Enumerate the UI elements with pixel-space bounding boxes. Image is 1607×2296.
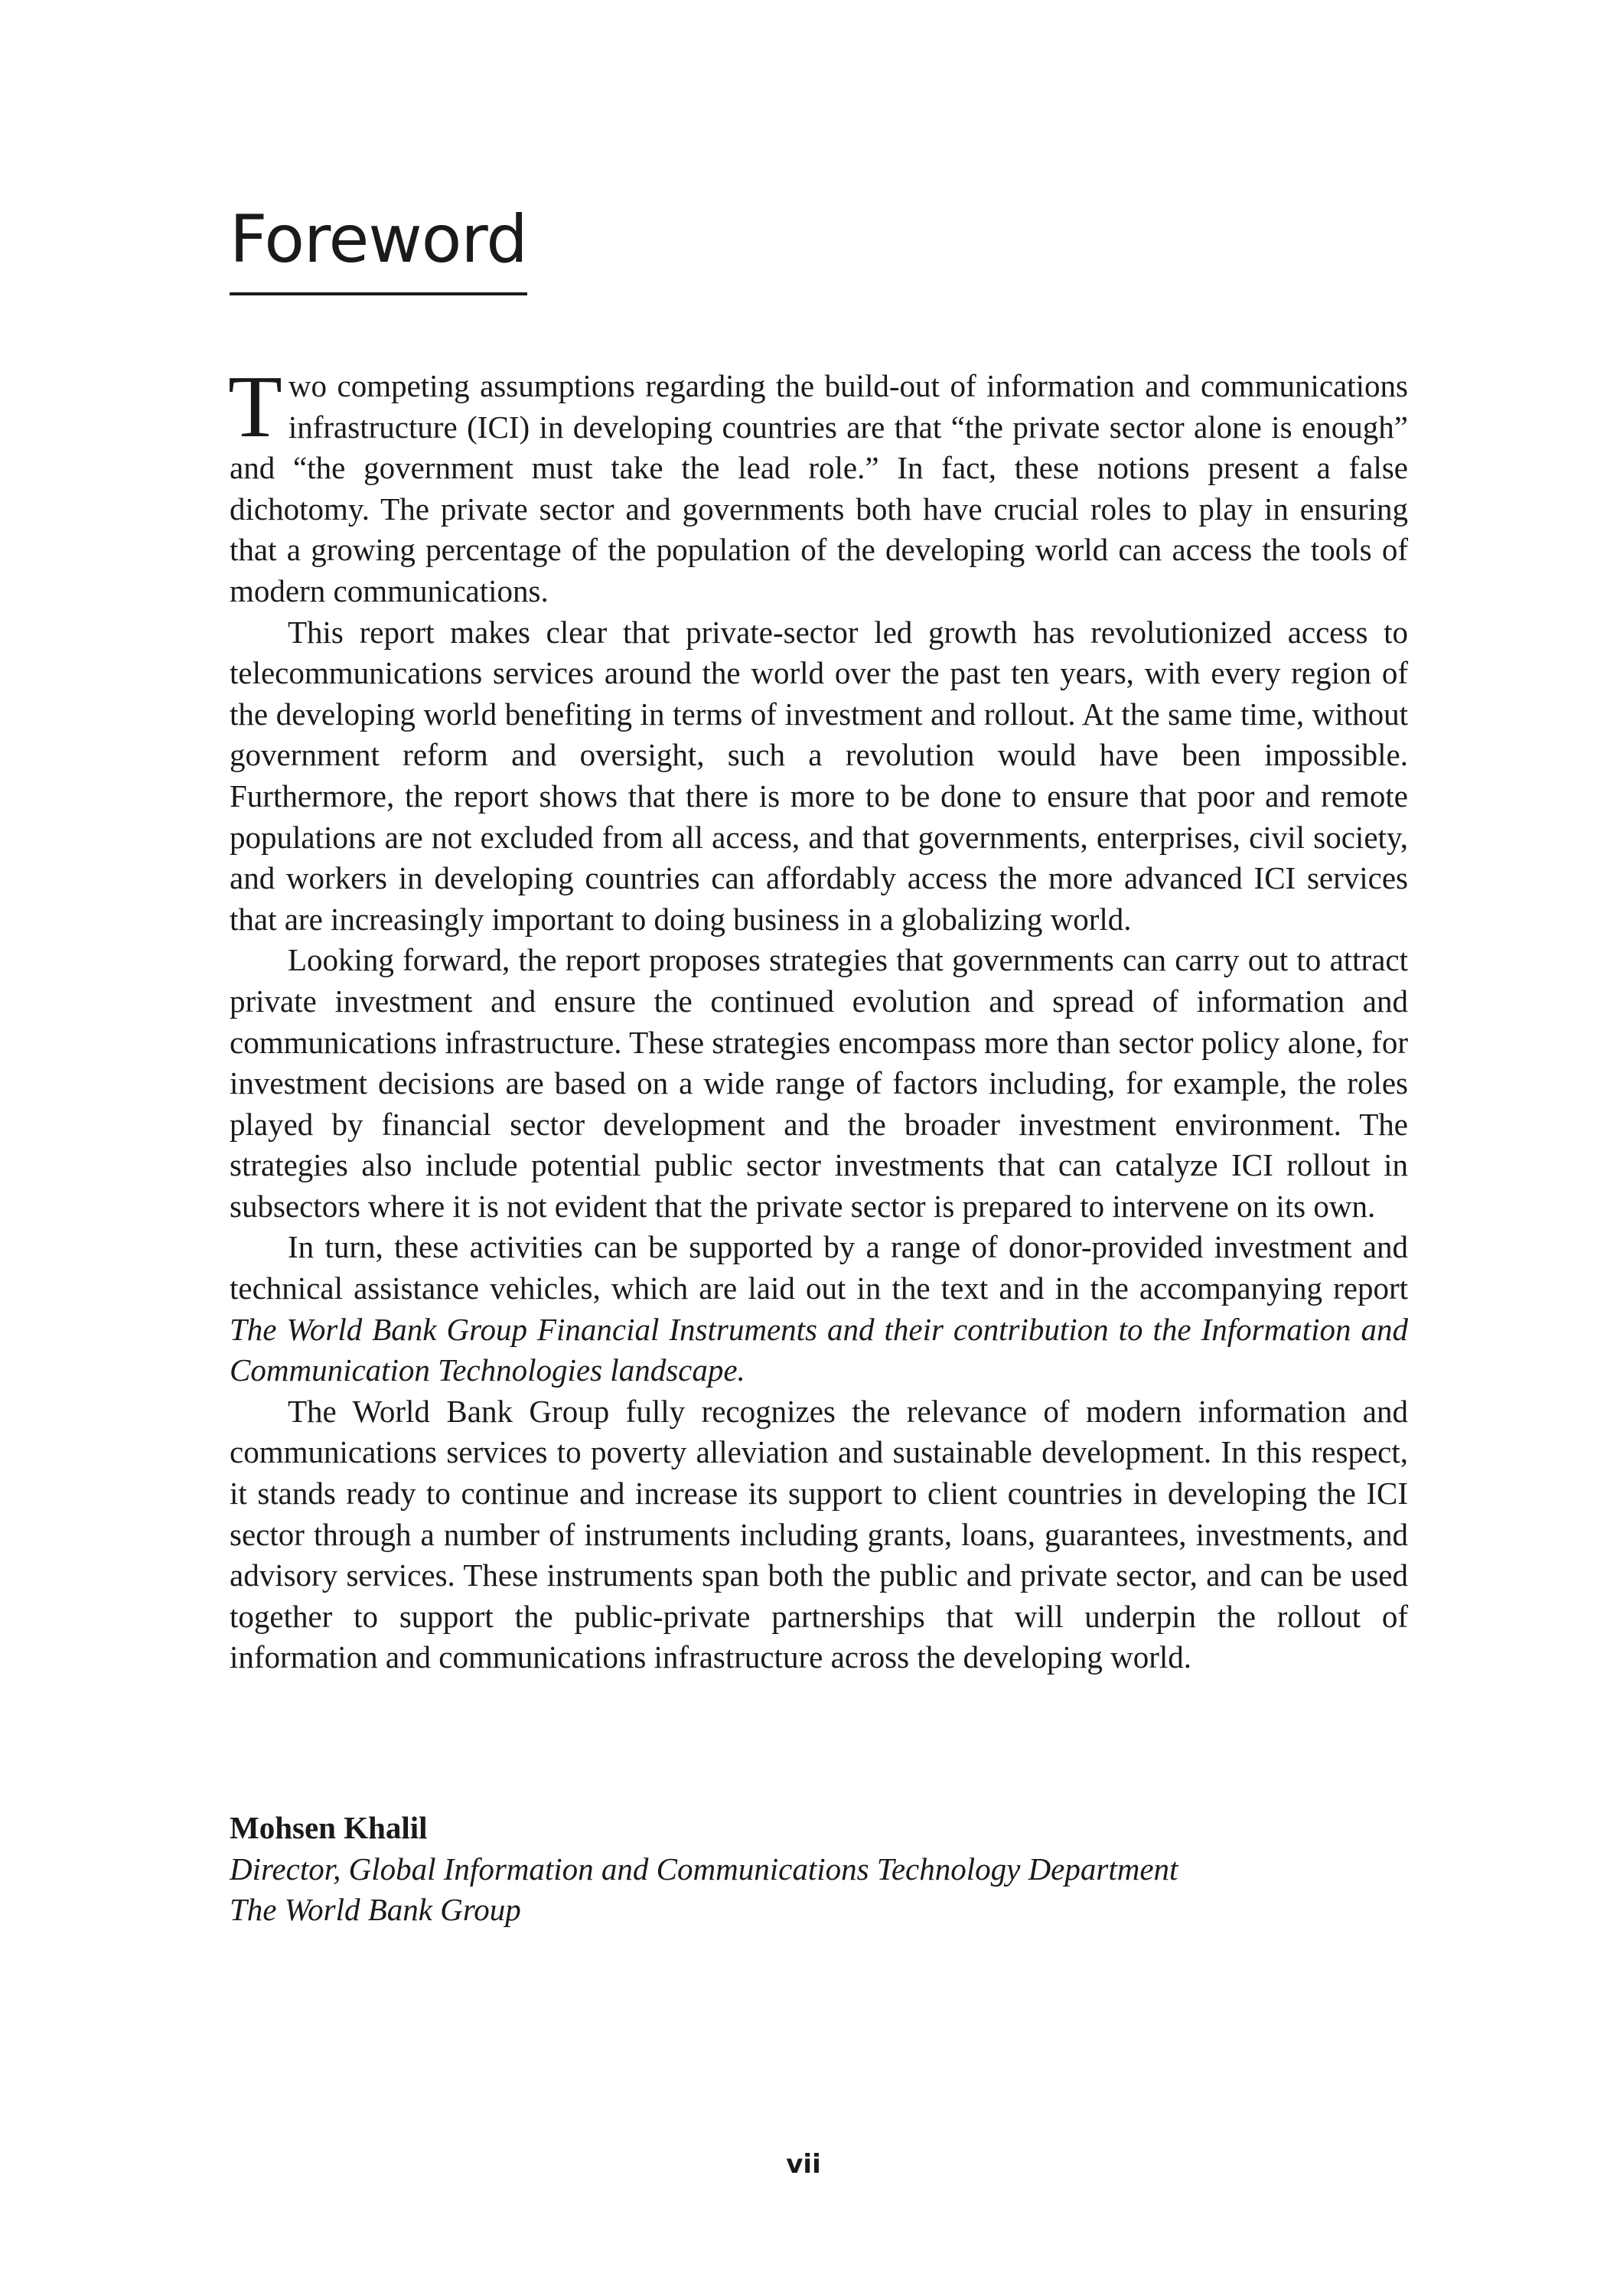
paragraph-5: The World Bank Group fully recognizes the relevance of modern information and communications services to poverty alleviation and sustainable development. In this respect, it stands ready to continue and increase its support to client countries in developing the ICI sector through a number of instruments including grants, loans, guarantees, investments, and advisory services. These instruments span both the public and private sector, and can be used together to support the public-private partnerships that will underpin the rollout of information and communications infrastructure across the developing world. bbox=[230, 1393, 1408, 1675]
drop-cap: T bbox=[228, 358, 282, 456]
page-number: vii bbox=[786, 2149, 821, 2180]
page-title: Foreword bbox=[230, 207, 527, 295]
report-title: The World Bank Group Financial Instruments and their contribution to the Information and Communication Technologies landscape. bbox=[230, 1311, 1408, 1388]
paragraph-4-text: In turn, these activities can be supported by a range of donor-provided investment and technical assistance vehicles, which are laid out in the text and in the accompanying report bbox=[230, 1229, 1408, 1306]
paragraph-3: Looking forward, the report proposes strategies that governments can carry out to attract private investment and ensure the continued evolution and spread of information and communications infrastructure. These strategies encompass more than sector policy alone, for investment decisions are based on a wide range of factors including, for example, the roles played by financial sector development and the broader investment environment. The strategies also include potential public sector investments that can catalyze ICI rollout in subsectors where it is not evident that the private sector is prepared to intervene on its own. bbox=[230, 942, 1408, 1224]
signatory-organization: The World Bank Group bbox=[230, 1892, 521, 1928]
signatory-title: Director, Global Information and Communications Technology Department bbox=[230, 1851, 1178, 1887]
foreword-body bbox=[228, 358, 1408, 1678]
paragraph-2: This report makes clear that private-sector led growth has revolutionized access to telecommunications services around the world over the past ten years, with every region of the developing world benefiting in terms of investment and rollout. At the same time, without government reform and oversight, such a revolution would have been impossible. Furthermore, the report shows that there is more to be done to ensure that poor and remote populations are not excluded from all access, and that governments, enterprises, civil society, and workers in developing countries can affordably access the more advanced ICI services that are increasingly important to doing business in a globalizing world. bbox=[230, 614, 1408, 937]
paragraph-1-text: wo competing assumptions regarding the build-out of information and communications infrastructure (ICI) in developing countries are that “the private sector alone is enough” and “the government must take the lead role.” In fact, these notions present a false dichotomy. The private sector and governments both have crucial roles to play in ensuring that a growing percentage of the population of the developing world can access the tools of modern communications. bbox=[230, 368, 1408, 608]
signatory-name: Mohsen Khalil bbox=[230, 1810, 428, 1845]
paragraph-1 bbox=[228, 358, 1408, 612]
paragraph-4 bbox=[230, 1227, 1408, 1391]
signature-block bbox=[230, 1808, 1408, 1931]
